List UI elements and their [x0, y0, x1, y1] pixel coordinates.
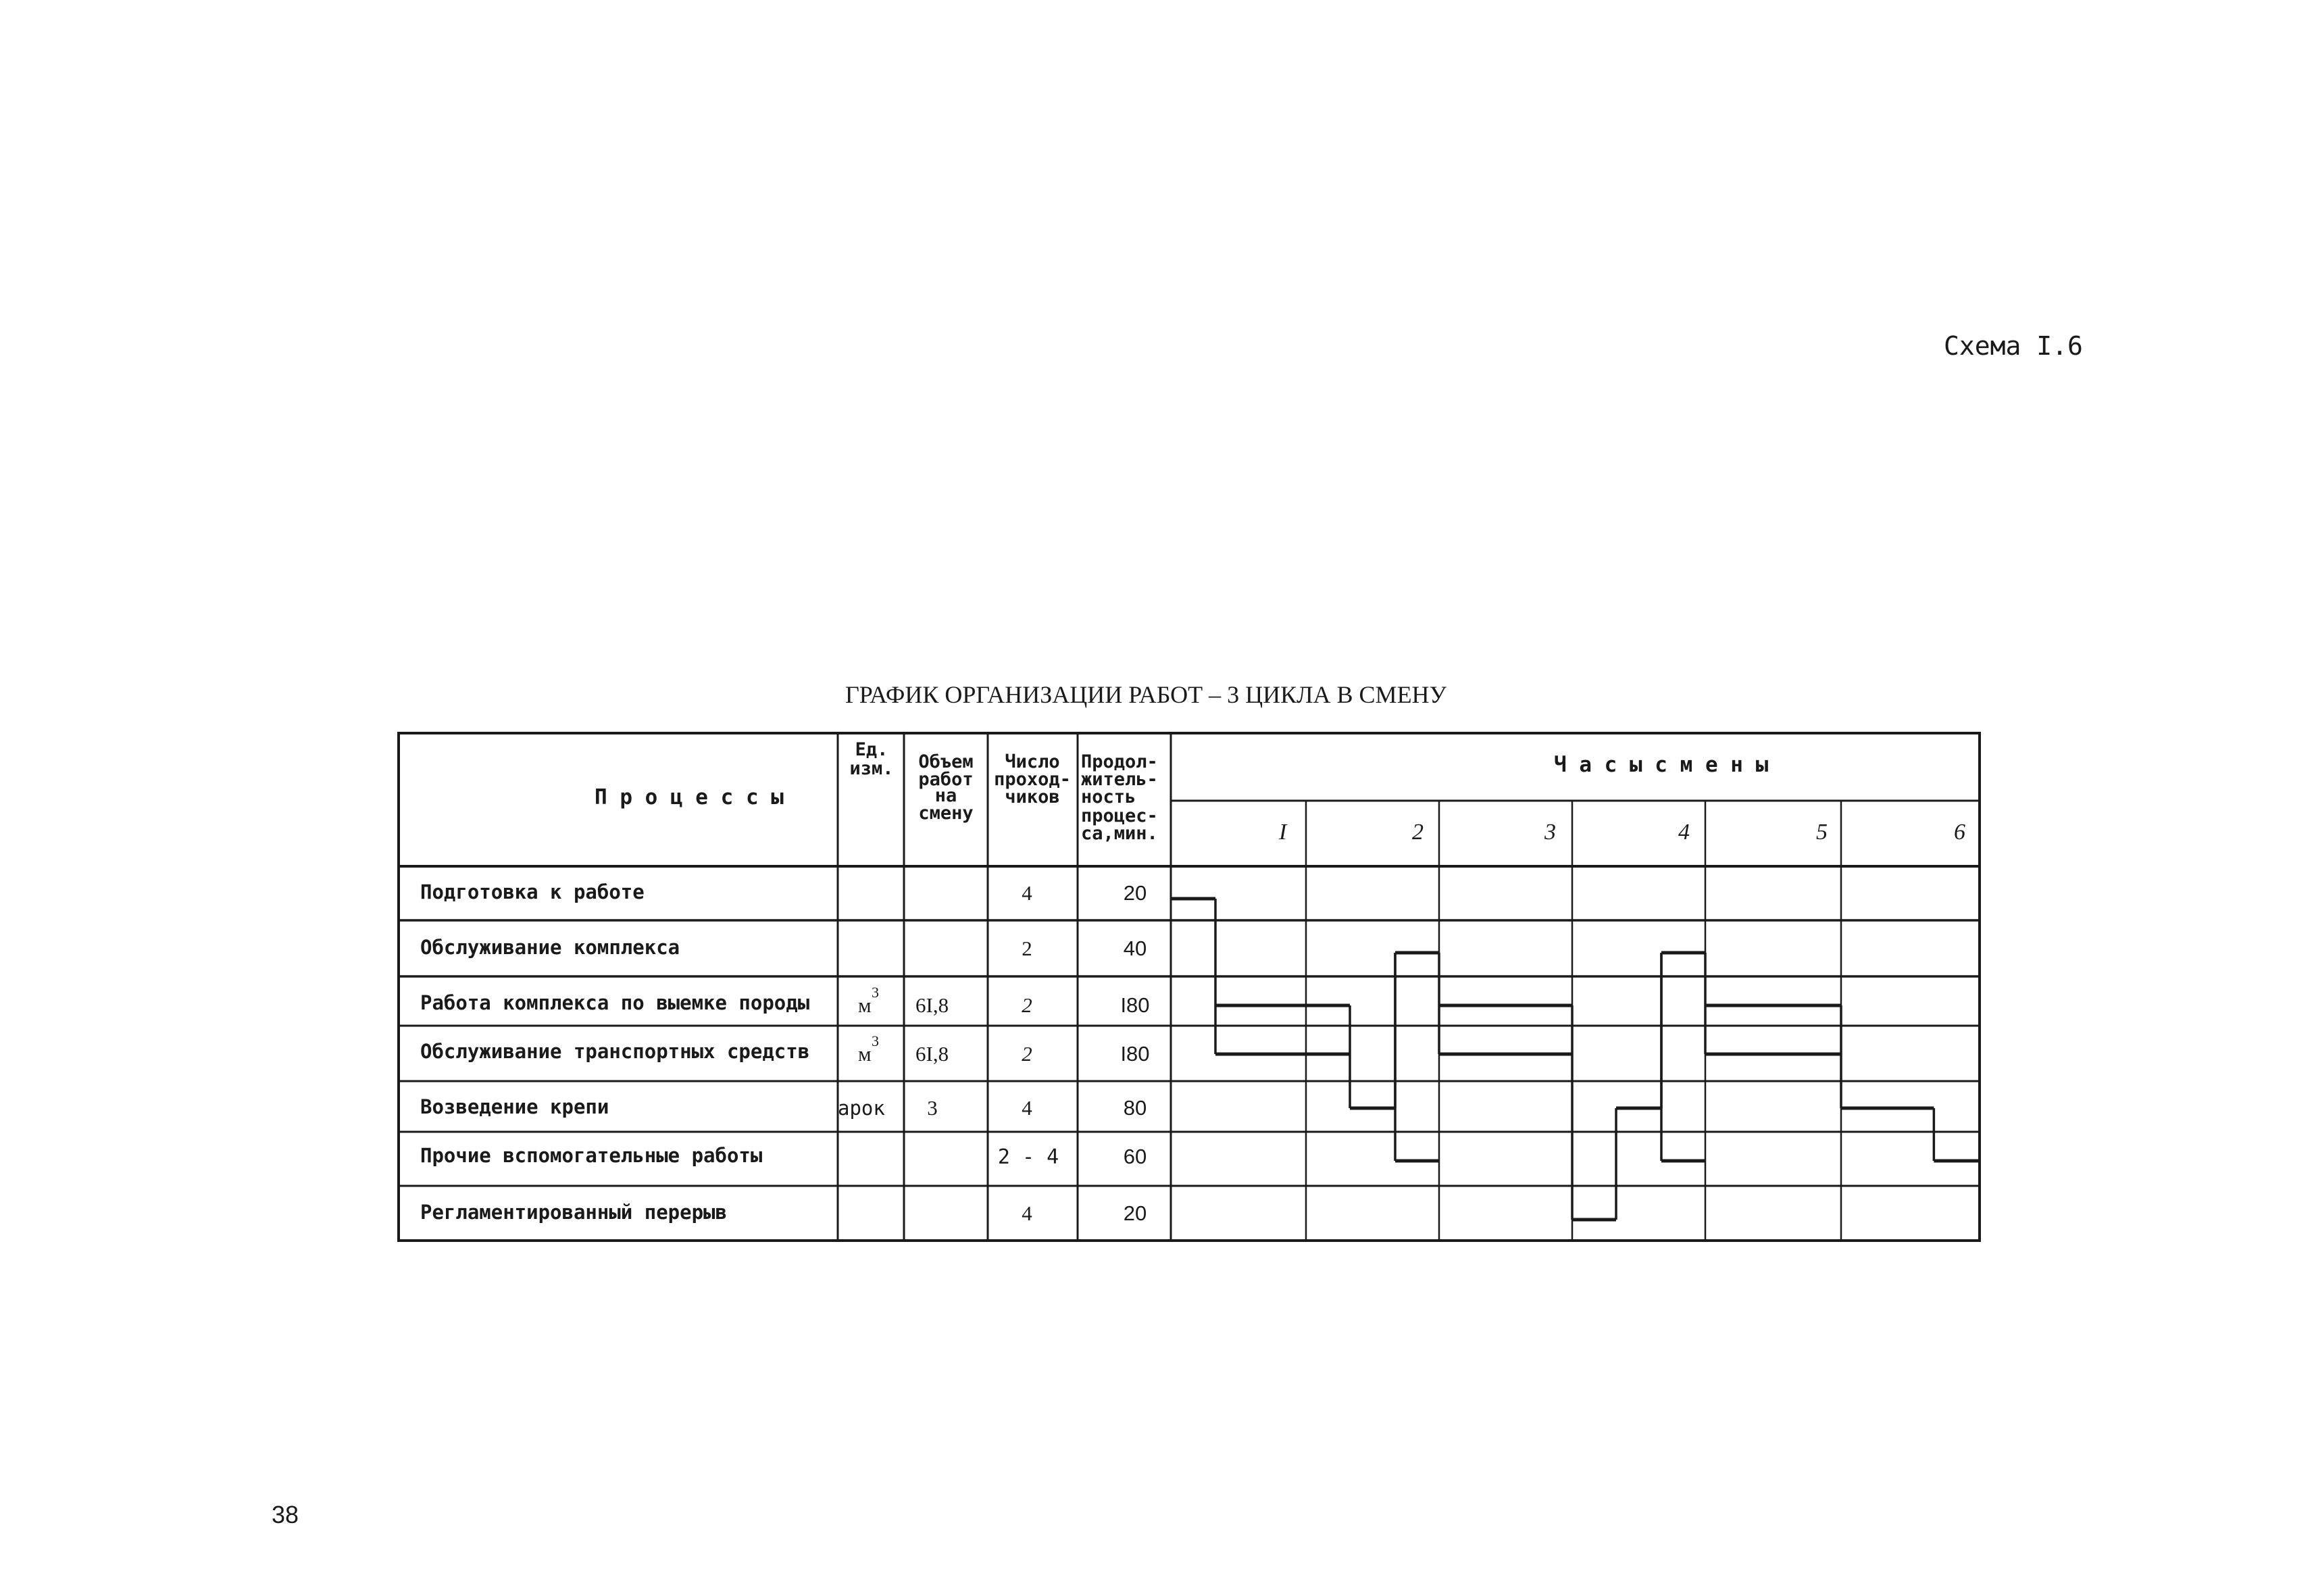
- row-duration: 20: [1123, 1201, 1147, 1225]
- hour-number: 5: [1816, 820, 1828, 845]
- header-unit: [849, 739, 893, 779]
- row-process: Подготовка к работе: [420, 880, 645, 903]
- row-process: Обслуживание транспортных средств: [420, 1040, 810, 1063]
- row-unit-superscript: 3: [872, 1032, 879, 1049]
- row-workers: 4: [1022, 1201, 1032, 1225]
- row-unit: м: [858, 993, 872, 1017]
- header-workers-line: чиков: [1005, 787, 1060, 807]
- row-process: Прочие вспомогательные работы: [420, 1144, 763, 1167]
- hour-number: 2: [1412, 820, 1424, 845]
- header-volume-line: смену: [918, 803, 974, 824]
- row-unit-superscript: 3: [872, 984, 879, 1001]
- header-duration-line: са,мин.: [1081, 823, 1158, 844]
- header-duration-line: процес-: [1081, 805, 1158, 826]
- row-workers: 2: [1022, 1042, 1032, 1066]
- gantt-schedule: [1171, 899, 1980, 1220]
- row-unit: м: [858, 1042, 872, 1066]
- row-workers: 2: [1022, 937, 1032, 960]
- header-duration-line: ность: [1081, 787, 1136, 807]
- row-volume: 3: [927, 1096, 938, 1120]
- table-row: [420, 984, 1150, 1017]
- hour-number: 6: [1954, 820, 1965, 845]
- row-volume: 6I,8: [915, 1042, 949, 1066]
- row-duration: 40: [1123, 937, 1147, 960]
- scheme-label: Схема I.6: [1944, 331, 2083, 361]
- table-row: [420, 880, 1147, 905]
- header-workers: [994, 751, 1071, 807]
- hour-number: 3: [1544, 820, 1556, 845]
- header-volume-line: работ: [918, 769, 974, 790]
- row-duration: 60: [1123, 1145, 1147, 1168]
- row-unit: арок: [838, 1097, 885, 1120]
- header-duration-line: житель-: [1081, 769, 1158, 790]
- hour-numbers: [1278, 820, 1965, 845]
- row-process: Обслуживание комплекса: [420, 936, 680, 959]
- row-workers: 4: [1022, 881, 1032, 905]
- page-number: 38: [272, 1501, 299, 1528]
- table-row: [420, 1032, 1150, 1066]
- hour-number: 4: [1678, 820, 1690, 845]
- row-duration: 20: [1123, 881, 1147, 905]
- chart-title: ГРАФИК ОРГАНИЗАЦИИ РАБОТ – 3 ЦИКЛА В СМЕНУ: [845, 681, 1447, 708]
- header-workers-line: Число: [1005, 751, 1060, 772]
- table-row: [420, 1144, 1147, 1169]
- row-duration: 80: [1123, 1096, 1147, 1120]
- row-duration: I80: [1120, 993, 1150, 1017]
- header-hours: Ч а с ы с м е н ы: [1554, 753, 1769, 777]
- header-unit-line: изм.: [849, 758, 894, 779]
- row-process: Регламентированный перерыв: [420, 1201, 727, 1224]
- table-row: [420, 1201, 1147, 1225]
- header-duration: [1081, 751, 1158, 844]
- header-volume-line: Объем: [918, 751, 974, 772]
- row-workers: 2 - 4: [997, 1145, 1059, 1169]
- row-workers: 2: [1022, 993, 1032, 1017]
- row-volume: 6I,8: [915, 993, 949, 1017]
- row-workers: 4: [1022, 1096, 1032, 1120]
- row-process: Возведение крепи: [420, 1095, 609, 1118]
- header-volume: [918, 751, 973, 824]
- header-process: П р о ц е с с ы: [595, 785, 784, 809]
- header-duration-line: Продол-: [1081, 751, 1158, 772]
- table-row: [420, 1095, 1147, 1120]
- row-duration: I80: [1120, 1042, 1150, 1066]
- header-workers-line: проход-: [994, 769, 1071, 790]
- header-volume-line: на: [934, 785, 957, 806]
- row-process: Работа комплекса по выемке породы: [420, 991, 810, 1014]
- hour-number: I: [1279, 820, 1287, 845]
- header-unit-line: Ед.: [855, 739, 888, 760]
- table-row: [420, 936, 1147, 960]
